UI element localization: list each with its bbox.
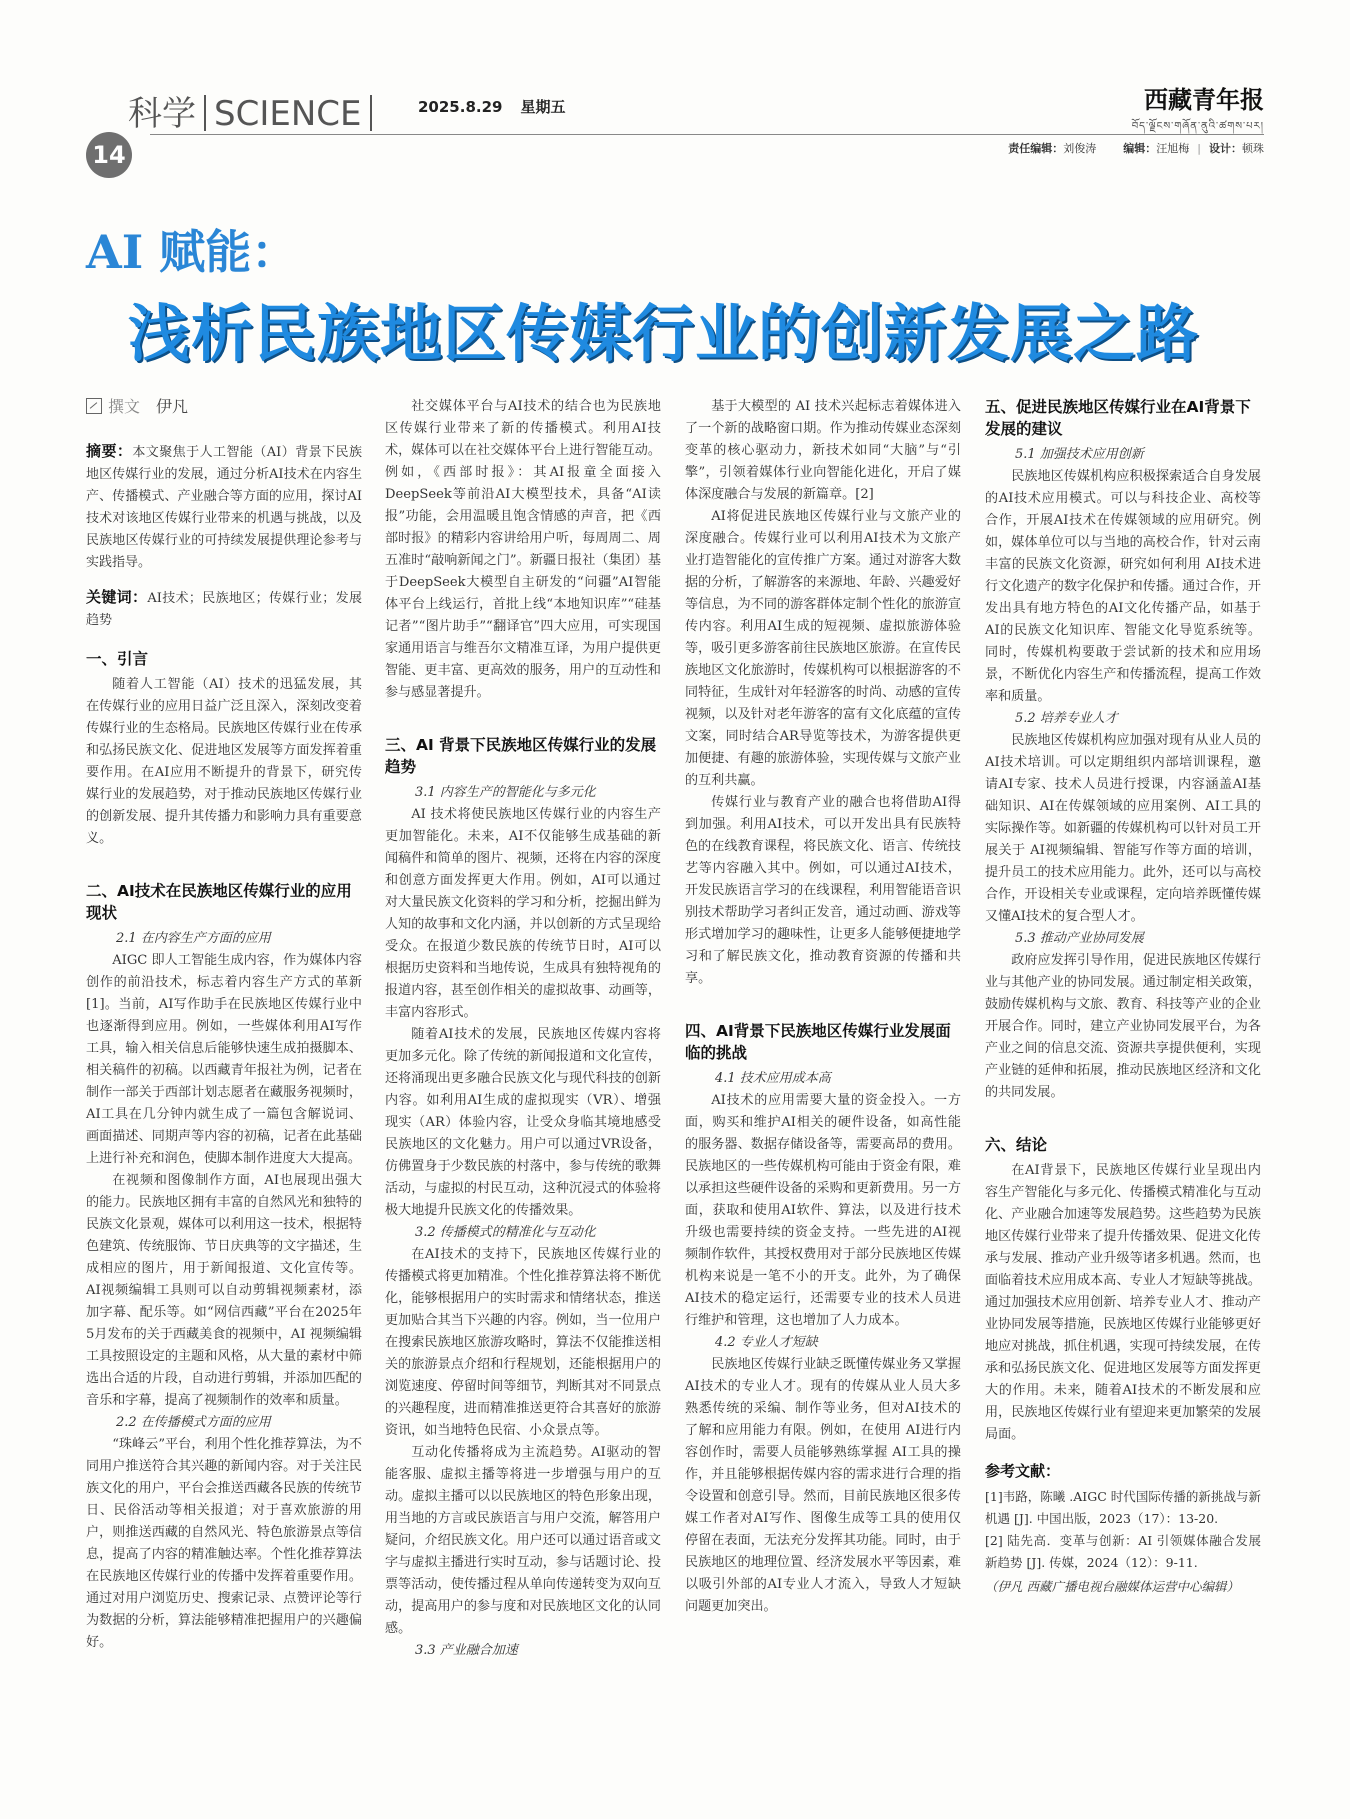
subheading-3-3: 3.3 产业融合加速 xyxy=(415,1643,518,1658)
paragraph: 在AI背景下，民族地区传媒行业呈现出内容生产智能化与多元化、传播模式精准化与互动化、产业融合加速等发展趋势。这些趋势为民族地区传媒行业带来了提升传播效果、促进文化传承与发展、推动产业升级等诸多机遇。然而，也面临着技术应用成本高、专业人才短缺等挑战。通过加强技术应用创新、培养专业人才、推动产业协同发展等措施，民族地区传媒行业能够更好地应对挑战，抓住机遇，实现可持续发展，在传承和弘扬民族文化、促进地区发展等方面发挥更大的作用。未来，随着AI技术的不断发展和应用，民族地区传媒行业有望迎来更加繁荣的发展局面。 xyxy=(985,1163,1261,1442)
paragraph: 随着人工智能（AI）技术的迅猛发展，其在传媒行业的应用日益广泛且深入，深刻改变着传媒行业的生态格局。民族地区传媒行业在传承和弘扬民族文化、促进地区发展等方面发挥着重要作用。在AI应用不断提升的背景下，研究传媒行业的发展趋势，对于推动民族地区传媒行业的创新发展、提升其传播力和影响力具有重要意义。 xyxy=(86,677,362,846)
paragraph: AI 技术将使民族地区传媒行业的内容生产更加智能化。未来，AI不仅能够生成基础的新闻稿件和简单的图片、视频，还将在内容的深度和创意方面发挥更大作用。例如，AI可以通过对大量民族文化资料的学习和分析，挖掘出鲜为人知的故事和文化内涵，并以创新的方式呈现给受众。在报道少数民族的传统节日时，AI可以根据历史资料和当地传说，生成具有独特视角的报道内容，甚至创作相关的虚拟故事、动画等，丰富内容形式。 xyxy=(385,807,661,1020)
designer: 顿珠 xyxy=(1242,142,1264,155)
paragraph: 随着AI技术的发展，民族地区传媒内容将更加多元化。除了传统的新闻报道和文化宣传，还将涌现出更多融合民族文化与现代科技的创新内容。如利用AI生成的虚拟现实（VR）、增强现实（AR）体验内容，让受众身临其境地感受民族地区的文化魅力。用户可以通过VR设备，仿佛置身于少数民族的村落中，参与传统的歌舞活动，与虚拟的村民互动，这种沉浸式的体验将极大地提升民族文化的传播效果。 xyxy=(385,1027,661,1218)
pen-icon xyxy=(86,398,102,414)
paragraph: 民族地区传媒行业缺乏既懂传媒业务又掌握AI技术的专业人才。现有的传媒从业人员大多熟悉传统的采编、制作等业务，但对AI技术的了解和应用能力有限。例如，在使用 AI进行内容创作时，需要人员能够熟练掌握 AI工具的操作，并且能够根据传媒内容的需求进行合理的指令设置和创意引导。然而，目前民族地区很多传媒工作者对AI写作、图像生成等工具的使用仅停留在表面，无法充分发挥其功能。同时，由于民族地区的地理位置、经济发展水平等因素，难以吸引外部的AI专业人才流入，导致人才短缺问题更加突出。 xyxy=(685,1357,961,1614)
masthead-title: 西藏青年报 xyxy=(1144,85,1264,114)
section-en: SCIENCE xyxy=(214,94,362,134)
headline-kicker: AI 赋能： xyxy=(86,225,298,279)
keywords-label: 关键词： xyxy=(86,588,148,606)
subheading-2-2: 2.2 在传播模式方面的应用 xyxy=(116,1415,271,1430)
paragraph: 民族地区传媒机构应加强对现有从业人员的AI技术培训。可以定期组织内部培训课程，邀请AI专家、技术人员进行授课，内容涵盖AI基础知识、AI在传媒领域的应用案例、AI工具的实际操作等。如新疆的传媒机构可以针对员工开展关于 AI视频编辑、智能写作等方面的培训，提升员工的技术应用能力。此外，还可以与高校合作，开设相关专业或课程，定向培养既懂传媒又懂AI技术的复合型人才。 xyxy=(985,733,1261,924)
column-1 xyxy=(86,396,362,1654)
section-cn: 科学 xyxy=(128,94,196,134)
date: 2025.8.29 xyxy=(418,98,503,116)
column-4 xyxy=(985,396,1261,1598)
abstract-text: 本文聚焦于人工智能（AI）背景下民族地区传媒行业的发展，通过分析AI技术在内容生产、传播模式、产业融合等方面的应用，探讨AI技术对该地区传媒行业带来的机遇与挑战，以及民族地区传媒行业的可持续发展提供理论参考与实践指导。 xyxy=(86,445,362,570)
subheading-5-3: 5.3 推动产业协同发展 xyxy=(1015,931,1144,946)
paragraph: 传媒行业与教育产业的融合也将借助AI得到加强。利用AI技术，可以开发出具有民族特色的在线教育课程，将民族文化、语言、传统技艺等内容融入其中。例如，可以通过AI技术，开发民族语言学习的在线课程，利用智能语音识别技术帮助学习者纠正发音，通过动画、游戏等形式增加学习的趣味性，让更多人能够便捷地学习和了解民族文化，推动教育资源的传播和共享。 xyxy=(685,795,961,986)
paragraph: 政府应发挥引导作用，促进民族地区传媒行业与其他产业的协同发展。通过制定相关政策，鼓励传媒机构与文旅、教育、科技等产业的企业开展合作。同时，建立产业协同发展平台，为各产业之间的信息交流、资源共享提供便利，实现产业链的延伸和拓展，推动民族地区经济和文化的共同发展。 xyxy=(985,953,1261,1100)
references-heading: 参考文献： xyxy=(985,1462,1061,1480)
paragraph: AI将促进民族地区传媒行业与文旅产业的深度融合。传媒行业可以利用AI技术为文旅产业打造智能化的宣传推广方案。通过对游客大数据的分析，了解游客的来源地、年龄、兴趣爱好等信息，为不同的游客群体定制个性化的旅游宣传内容。利用AI生成的短视频、虚拟旅游体验等，吸引更多游客前往民族地区旅游。在宣传民族地区文化旅游时，传媒机构可以根据游客的不同特征，生成针对年轻游客的时尚、动感的宣传视频，以及针对老年游客的富有文化底蕴的宣传文案，同时结合AR导览等技术，为游客提供更加便捷、有趣的旅游体验，实现传媒与文旅产业的互利共赢。 xyxy=(685,509,961,788)
paragraph: 基于大模型的 AI 技术兴起标志着媒体进入了一个新的战略窗口期。作为推动传媒业态深刻变革的核心驱动力，新技术如同“大脑”与“引擎”，引领着媒体行业向智能化进化，开启了媒体深度融合与发展的新篇章。[2] xyxy=(685,399,961,502)
paragraph: 在AI技术的支持下，民族地区传媒行业的传播模式将更加精准。个性化推荐算法将不断优化，能够根据用户的实时需求和情绪状态，推送更加贴合其当下兴趣的内容。例如，当一位用户在搜索民族地区旅游攻略时，算法不仅能推送相关的旅游景点介绍和行程规划，还能根据用户的浏览速度、停留时间等细节，判断其对不同景点的兴趣程度，进而精准推送更符合其喜好的旅游资讯，如当地特色民宿、小众景点等。 xyxy=(385,1247,661,1438)
subheading-3-2: 3.2 传播模式的精准化与互动化 xyxy=(415,1225,596,1240)
weekday: 星期五 xyxy=(520,98,566,116)
paragraph: 在视频和图像制作方面，AI也展现出强大的能力。民族地区拥有丰富的自然风光和独特的民族文化景观，媒体可以利用这一技术，根据特色建筑、传统服饰、节日庆典等的文字描述，生成相应的图片，用于新闻报道、文化宣传等。AI视频编辑工具则可以自动剪辑视频素材，添加字幕、配乐等。如“网信西藏”平台在2025年5月发布的关于西藏美食的视频中，AI 视频编辑工具按照设定的主题和风格，从大量的素材中筛选出合适的片段，自动进行剪辑，并添加匹配的音乐和字幕，提高了视频制作的效率和质量。 xyxy=(86,1173,362,1408)
section-divider-end xyxy=(370,95,372,131)
keywords-text: AI技术；民族地区；传媒行业；发展趋势 xyxy=(86,591,362,628)
subheading-4-2: 4.2 专业人才短缺 xyxy=(715,1335,818,1350)
column-2 xyxy=(385,396,661,1662)
paragraph: AIGC 即人工智能生成内容，作为媒体内容创作的前沿技术，标志着内容生产方式的革新 [1]。当前，AI写作助手在民族地区传媒行业中也逐渐得到应用。例如，一些媒体利用AI写作工具，输入相关信息后能够快速生成拍摄脚本、相关稿件的初稿。以西藏青年报社为例，记者在制作一部关于西部计划志愿者在藏服务视频时，AI工具在几分钟内就生成了一篇包含解说词、画面描述、同期声等内容的初稿，记者在此基础上进行补充和润色，使脚本制作进度大大提高。 xyxy=(86,953,362,1166)
heading-challenge: 四、AI背景下民族地区传媒行业发展面临的挑战 xyxy=(685,1022,951,1062)
abstract xyxy=(86,440,362,574)
paragraph: 互动化传播将成为主流趋势。AI驱动的智能客服、虚拟主播等将进一步增强与用户的互动。虚拟主播可以以民族地区的特色形象出现，用当地的方言或民族语言与用户交流，解答用户疑问，介绍民族文化。用户还可以通过语音或文字与虚拟主播进行实时互动，参与话题讨论、投票等活动，使传播过程从单向传递转变为双向互动，提高用户的参与度和对民族地区文化的认同感。 xyxy=(385,1445,661,1636)
issue-date xyxy=(418,96,583,117)
author-signature: （伊凡 西藏广播电视台融媒体运营中心编辑） xyxy=(985,1579,1239,1594)
section-label xyxy=(128,86,380,135)
header-rule xyxy=(150,134,1264,135)
paragraph: “珠峰云”平台，利用个性化推荐算法，为不同用户推送符合其兴趣的新闻内容。对于关注民族文化的用户，平台会推送西藏各民族的传统节日、民俗活动等相关报道；对于喜欢旅游的用户，则推送西藏的自然风光、特色旅游景点等信息，提高了内容的精准触达率。个性化推荐算法在民族地区传媒行业的传播中发挥着重要作用。通过对用户浏览历史、搜索记录、点赞评论等行为数据的分析，算法能够精准把握用户的兴趣偏好。 xyxy=(86,1437,362,1650)
copy-editor-label: 编辑： xyxy=(1123,142,1157,155)
byline-label: 撰文 xyxy=(108,397,141,416)
subheading-2-1: 2.1 在内容生产方面的应用 xyxy=(116,931,271,946)
page-credits: 责任编辑：刘俊涛 编辑：汪旭梅 | 设计：顿珠 xyxy=(1008,142,1264,155)
copy-editor: 汪旭梅 xyxy=(1156,142,1190,155)
subheading-3-1: 3.1 内容生产的智能化与多元化 xyxy=(415,785,596,800)
editor: 刘俊涛 xyxy=(1063,142,1097,155)
subheading-5-2: 5.2 培养专业人才 xyxy=(1015,711,1118,726)
heading-trend: 三、AI 背景下民族地区传媒行业的发展趋势 xyxy=(385,736,657,776)
design-label: 设计： xyxy=(1209,142,1242,155)
subheading-5-1: 5.1 加强技术应用创新 xyxy=(1015,447,1144,462)
reference-item: [2] 陆先高．变革与创新：AI 引领媒体融合发展新趋势 [J]. 传媒，2024（12）：9-11. xyxy=(985,1533,1261,1570)
heading-suggest: 五、促进民族地区传媒行业在AI背景下发展的建议 xyxy=(985,398,1251,438)
heading-conclusion: 六、结论 xyxy=(985,1136,1048,1154)
reference-item: [1]韦路，陈曦 .AIGC 时代国际传播的新挑战与新机遇 [J]. 中国出版，2023（17）：13-20. xyxy=(985,1489,1261,1526)
headline: 浅析民族地区传媒行业的创新发展之路 xyxy=(128,297,1200,370)
heading-status: 二、AI技术在民族地区传媒行业的应用现状 xyxy=(86,882,352,922)
masthead-tibetan: བོད་ལྗོངས་གཞོན་ནུའི་ཚགས་པར། xyxy=(1131,121,1264,132)
editor-label: 责任编辑： xyxy=(1008,142,1064,155)
byline-author: 伊凡 xyxy=(156,397,189,416)
heading-intro: 一、引言 xyxy=(86,650,149,668)
byline xyxy=(86,396,362,418)
section-divider xyxy=(204,95,206,131)
abstract-label: 摘要： xyxy=(86,442,133,460)
keywords xyxy=(86,586,362,632)
page-number: 14 xyxy=(86,132,132,178)
column-3 xyxy=(685,396,961,1618)
subheading-4-1: 4.1 技术应用成本高 xyxy=(715,1071,831,1086)
paragraph: AI技术的应用需要大量的资金投入。一方面，购买和维护AI相关的硬件设备，如高性能的服务器、数据存储设备等，需要高昂的费用。民族地区的一些传媒机构可能由于资金有限，难以承担这些硬件设备的采购和更新费用。另一方面，获取和使用AI软件、算法，以及进行技术升级也需要持续的资金支持。一些先进的AI视频制作软件，其授权费用对于部分民族地区传媒机构来说是一笔不小的开支。此外，为了确保 AI技术的稳定运行，还需要专业的技术人员进行维护和管理，这也增加了人力成本。 xyxy=(685,1093,961,1328)
paragraph: 民族地区传媒机构应积极探索适合自身发展的AI技术应用模式。可以与科技企业、高校等合作，开展AI技术在传媒领域的应用研究。例如，媒体单位可以与当地的高校合作，针对云南丰富的民族文化资源，研究如何利用 AI技术进行文化遗产的数字化保护和传播。通过合作，开发出具有地方特色的AI文化传播产品，如基于AI的民族文化知识库、智能文化导览系统等。同时，传媒机构要敢于尝试新的技术和应用场景，不断优化内容生产和传播流程，提高工作效率和质量。 xyxy=(985,469,1261,704)
paragraph: 社交媒体平台与AI技术的结合也为民族地区传媒行业带来了新的传播模式。利用AI技术，媒体可以在社交媒体平台上进行智能互动。例如，《西部时报》：其AI报童全面接入DeepSeek等前沿AI大模型技术，具备“AI读报”功能，会用温暖且饱含情感的声音，把《西部时报》的精彩内容讲给用户听，每周周二、周五准时“敲响新闻之门”。新疆日报社（集团）基于DeepSeek大模型自主研发的“问疆”AI智能体平台上线运行，首批上线“本地知识库”“硅基记者”“图片助手”“翻译官”四大应用，可实现国家通用语言与维吾尔文精准互译，为用户提供更智能、更丰富、更高效的服务，用户的互动性和参与感显著提升。 xyxy=(385,399,661,700)
